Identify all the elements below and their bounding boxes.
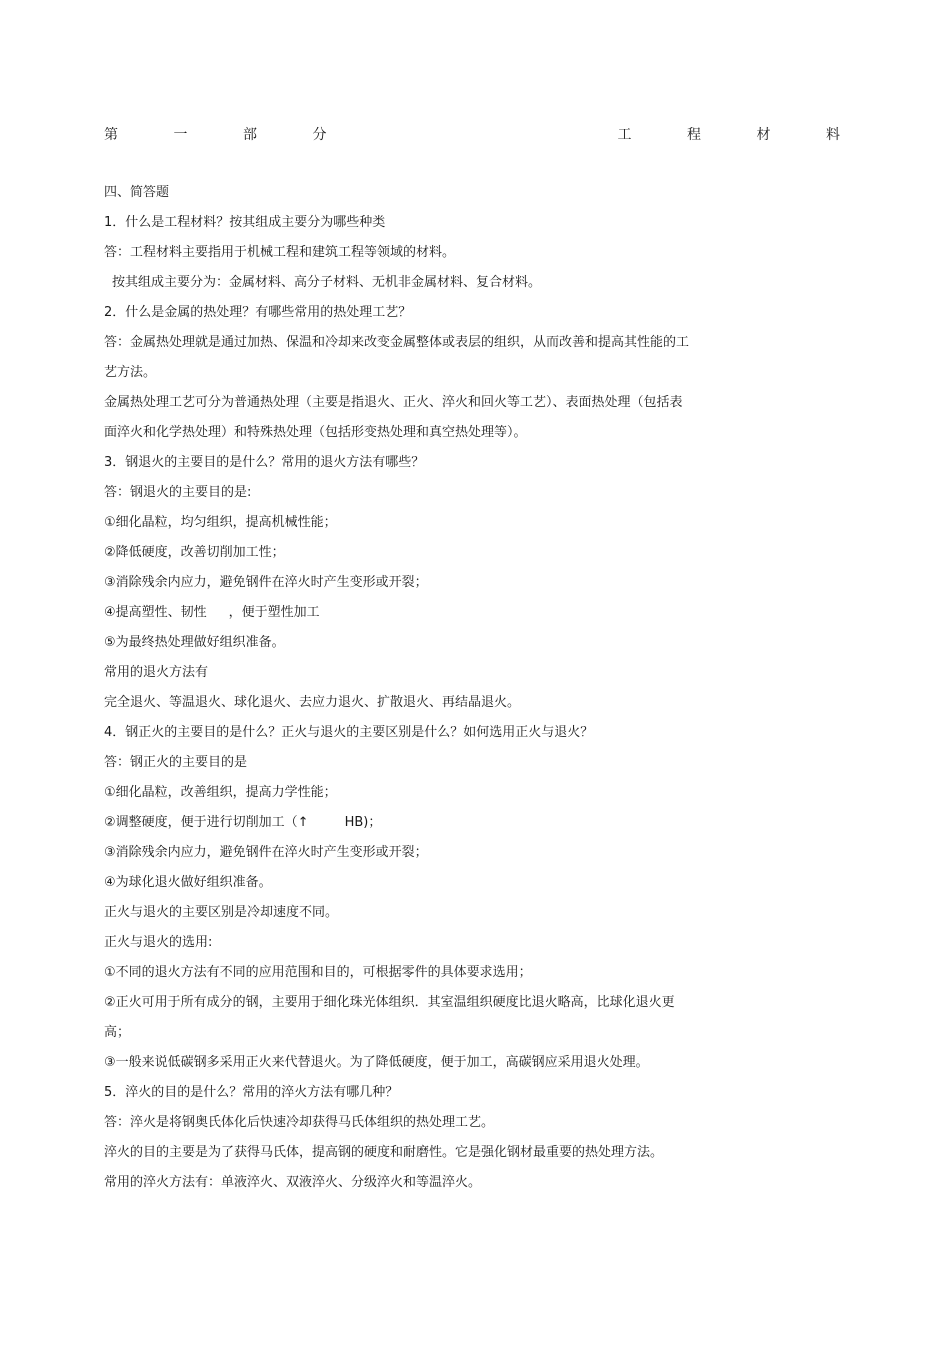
list-item-part: ，便于塑性加工 [228, 605, 320, 620]
list-item: ③一般来说低碳钢多采用正火来代替退火。为了降低硬度，便于加工，高碳钢应采用退火处理。 [104, 1055, 649, 1070]
title-char: 料 [826, 127, 840, 143]
list-item: ②降低硬度，改善切削加工性； [104, 545, 285, 560]
answer-line: 正火与退火的主要区别是冷却速度不同。 [104, 905, 339, 920]
title-char: 第 [104, 127, 118, 143]
title-char: 部 [243, 127, 257, 143]
answer-line: 面淬火和化学热处理）和特殊热处理（包括形变热处理和真空热处理等）。 [104, 425, 527, 440]
answer-line: 淬火的目的主要是为了获得马氏体，提高钢的硬度和耐磨性。它是强化钢材最重要的热处理方法。 [104, 1145, 664, 1160]
answer-line: 艺方法。 [104, 365, 157, 380]
list-item: ③消除残余内应力，避免钢件在淬火时产生变形或开裂； [104, 845, 428, 860]
question-3: 3．钢退火的主要目的是什么？常用的退火方法有哪些？ [104, 455, 425, 470]
list-item: ③消除残余内应力，避免钢件在淬火时产生变形或开裂； [104, 575, 428, 590]
title-char: 分 [312, 127, 327, 143]
answer-line: 完全退火、等温退火、球化退火、去应力退火、扩散退火、再结晶退火。 [104, 695, 521, 710]
question-4: 4．钢正火的主要目的是什么？正火与退火的主要区别是什么？如何选用正火与退火？ [104, 725, 594, 740]
list-item: ①不同的退火方法有不同的应用范围和目的，可根据零件的具体要求选用； [104, 965, 532, 980]
answer-line: 金属热处理工艺可分为普通热处理（主要是指退火、正火、淬火和回火等工艺）、表面热处理（包括表 [104, 395, 683, 410]
list-item: ④为球化退火做好组织准备。 [104, 875, 272, 890]
question-1: 1．什么是工程材料？按其组成主要分为哪些种类 [104, 215, 386, 230]
question-5: 5．淬火的目的是什么？常用的淬火方法有哪几种？ [104, 1085, 399, 1100]
list-item: 高； [104, 1025, 131, 1040]
title-char: 材 [756, 127, 771, 143]
answer-line: 正火与退火的选用: [104, 935, 213, 950]
answer-line: 常用的退火方法有 [104, 665, 209, 680]
list-item-part: HB)； [344, 815, 382, 830]
answer-line: 答：淬火是将钢奥氏体化后快速冷却获得马氏体组织的热处理工艺。 [104, 1115, 495, 1130]
answer-line: 常用的淬火方法有：单液淬火、双液淬火、分级淬火和等温淬火。 [104, 1175, 482, 1190]
title-char: 程 [687, 127, 701, 143]
title-spacer [382, 124, 562, 146]
list-item: ⑤为最终热处理做好组织准备。 [104, 635, 285, 650]
list-item: ①细化晶粒，改善组织，提高力学性能； [104, 785, 337, 800]
document-body [104, 178, 744, 1198]
list-item-part: ②调整硬度，便于进行切削加工（↑ [104, 815, 309, 830]
section-heading: 四、简答题 [104, 185, 170, 200]
list-item: ②正火可用于所有成分的钢，主要用于细化珠光体组织．其室温组织硬度比退火略高，比球化退火更 [104, 995, 675, 1010]
title-char: 一 [173, 127, 188, 143]
answer-line: 答：金属热处理就是通过加热、保温和冷却来改变金属整体或表层的组织，从而改善和提高其性能的工 [104, 335, 690, 350]
list-item: ①细化晶粒，均匀组织，提高机械性能； [104, 515, 337, 530]
answer-line: 按其组成主要分为：金属材料、高分子材料、无机非金属材料、复合材料。 [112, 275, 542, 290]
answer-line: 答：钢退火的主要目的是: [104, 485, 252, 500]
question-2: 2．什么是金属的热处理？有哪些常用的热处理工艺？ [104, 305, 412, 320]
list-item [104, 808, 744, 838]
title-char: 工 [617, 127, 632, 143]
answer-line: 答：工程材料主要指用于机械工程和建筑工程等领域的材料。 [104, 245, 456, 260]
list-item [104, 598, 744, 628]
page-title [104, 124, 840, 146]
answer-line: 答：钢正火的主要目的是 [104, 755, 248, 770]
list-item-part: ④提高塑性、韧性 [104, 605, 207, 620]
